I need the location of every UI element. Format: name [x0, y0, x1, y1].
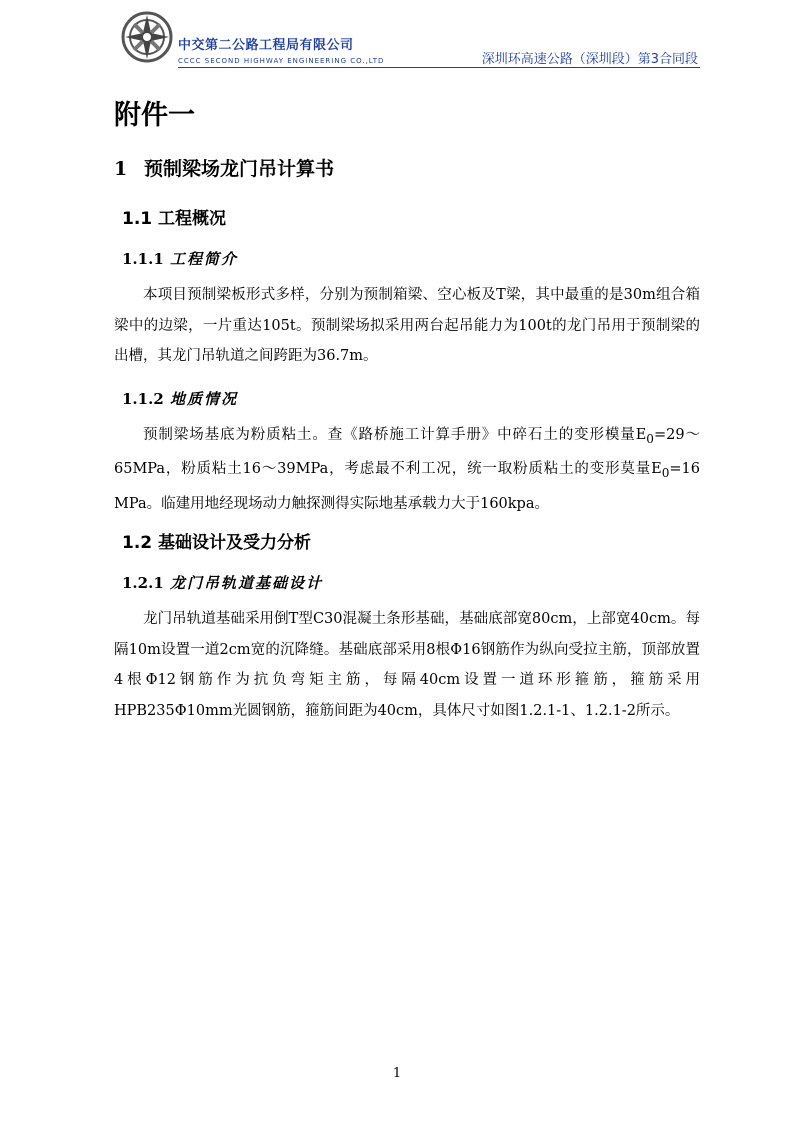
section-title: 工程简介 — [170, 250, 239, 268]
text-run: =16 MPa。临建用地经现场动力触探测得实际地基承载力大于160kpa。 — [114, 461, 700, 512]
section-1-heading — [114, 154, 334, 181]
paragraph-geology — [114, 420, 700, 519]
paragraph-project-intro: 本项目预制梁板形式多样，分别为预制箱梁、空心板及T梁，其中最重的是30m组合箱梁中的边梁，一片重达105t。预制梁场拟采用两台起吊能力为100t的龙门吊用于预制梁的出槽，其龙门吊轨道之间跨距为36.7m。 — [114, 287, 700, 364]
text-run: 预制梁场基底为粉质粘土。查《路桥施工计算手册》中碎石土的变形模量E — [143, 427, 647, 443]
header-divider — [178, 67, 700, 68]
text-run: =29～65MPa，粉质粘土16～39MPa，考虑最不利工况，统一取粉质粘土的变形莫量E — [114, 427, 700, 478]
page-header — [116, 8, 700, 70]
subscript: 0 — [646, 431, 654, 446]
section-number: 1 — [114, 158, 128, 180]
section-title: 地质情况 — [170, 390, 239, 408]
section-number: 1.1.1 — [122, 250, 164, 268]
section-1-2-heading: 1.2 基础设计及受力分析 — [122, 533, 312, 553]
annex-title: 附件一 — [114, 100, 195, 131]
section-1-2-1-heading — [122, 572, 323, 593]
company-logo-icon — [120, 10, 174, 64]
company-name-cn: 中交第二公路工程局有限公司 — [178, 38, 354, 53]
section-1-1-1-heading — [122, 248, 238, 269]
section-number: 1.1.2 — [122, 390, 164, 408]
section-title: 龙门吊轨道基础设计 — [170, 574, 324, 592]
section-title: 预制梁场龙门吊计算书 — [144, 158, 335, 180]
section-1-1-heading: 1.1 工程概况 — [122, 209, 227, 229]
section-number: 1.2.1 — [122, 574, 164, 592]
company-name-en: CCCC SECOND HIGHWAY ENGINEERING CO.,LTD — [178, 57, 385, 65]
project-name: 深圳环高速公路（深圳段）第3合同段 — [481, 52, 698, 67]
page-number: 1 — [392, 1066, 402, 1081]
paragraph-foundation-design: 龙门吊轨道基础采用倒T型C30混凝土条形基础，基础底部宽80cm，上部宽40cm。每隔10m设置一道2cm宽的沉降缝。基础底部采用8根Φ16钢筋作为纵向受拉主筋，顶部放置4根Φ12钢筋作为抗负弯矩主筋，每隔40cm设置一道环形箍筋，箍筋采用HPB235Φ10mm光圆钢筋，箍筋间距为40cm，具体尺寸如图1.2.1-1、1.2.1-2所示。 — [114, 611, 700, 719]
subscript: 0 — [661, 466, 670, 481]
section-1-1-2-heading — [122, 388, 238, 409]
